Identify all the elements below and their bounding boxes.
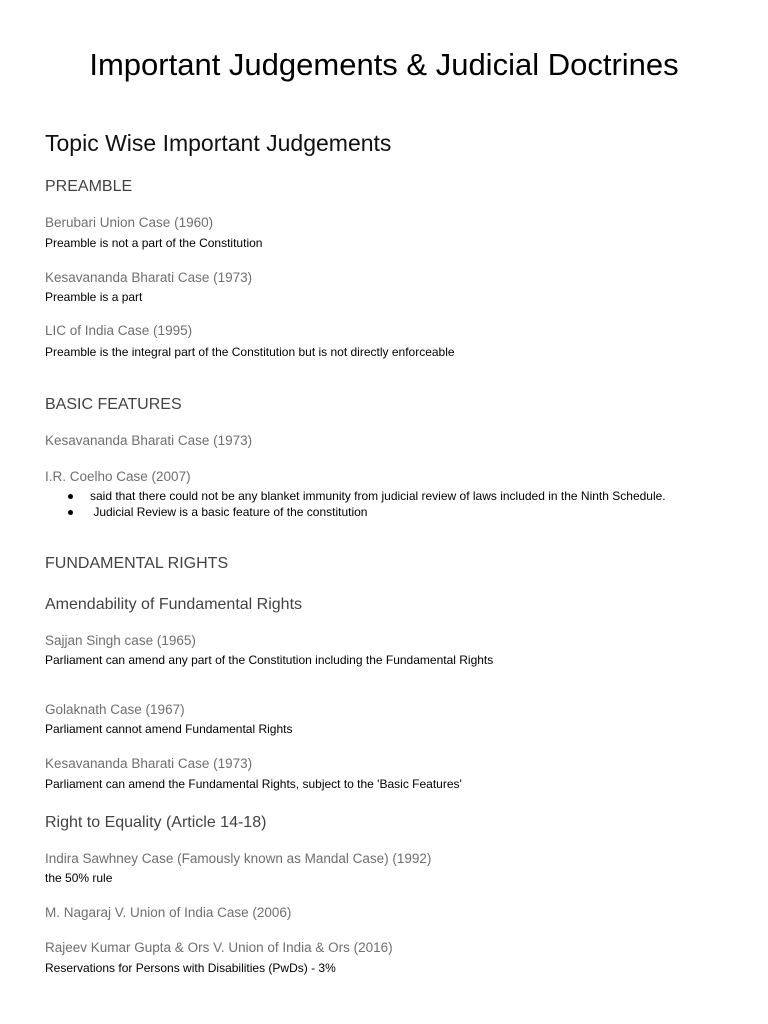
subsection-heading-equality: Right to Equality (Article 14-18): [45, 814, 267, 831]
case-title: Sajjan Singh case (1965): [45, 633, 196, 648]
topic-heading: Topic Wise Important Judgements: [45, 130, 392, 156]
case-description: Reservations for Persons with Disabilities (PwDs) - 3%: [45, 961, 336, 975]
bullet-item: said that there could not be any blanket immunity from judicial review of laws included in the Ninth Schedule.: [90, 489, 666, 503]
case-title: Rajeev Kumar Gupta & Ors V. Union of India & Ors (2016): [45, 940, 393, 955]
case-title: LIC of India Case (1995): [45, 323, 193, 338]
case-description: Parliament can amend the Fundamental Rights, subject to the 'Basic Features': [45, 777, 462, 791]
subsection-heading-amendability: Amendability of Fundamental Rights: [45, 596, 303, 613]
case-description: Preamble is not a part of the Constitution: [45, 236, 263, 250]
document-title: Important Judgements & Judicial Doctrines: [89, 47, 679, 82]
case-title: Berubari Union Case (1960): [45, 215, 214, 230]
bullet-marker: [68, 494, 73, 499]
section-heading-preamble: PREAMBLE: [45, 178, 133, 195]
case-title: Indira Sawhney Case (Famously known as Mandal Case) (1992): [45, 851, 432, 866]
section-heading-basic-features: BASIC FEATURES: [45, 396, 182, 413]
case-title: Kesavananda Bharati Case (1973): [45, 433, 253, 448]
case-title: Kesavananda Bharati Case (1973): [45, 756, 253, 771]
case-description: Preamble is a part: [45, 290, 143, 304]
case-title: Golaknath Case (1967): [45, 702, 185, 717]
bullet-marker: [68, 510, 73, 515]
case-description: Parliament can amend any part of the Constitution including the Fundamental Rights: [45, 653, 494, 667]
case-title: I.R. Coelho Case (2007): [45, 469, 191, 484]
case-description: the 50% rule: [45, 871, 113, 885]
bullet-item: Judicial Review is a basic feature of the constitution: [90, 505, 368, 519]
case-description: Parliament cannot amend Fundamental Rights: [45, 722, 293, 736]
section-heading-fundamental-rights: FUNDAMENTAL RIGHTS: [45, 555, 229, 572]
case-title: M. Nagaraj V. Union of India Case (2006): [45, 905, 292, 920]
case-description: Preamble is the integral part of the Constitution but is not directly enforceable: [45, 345, 455, 359]
case-title: Kesavananda Bharati Case (1973): [45, 270, 253, 285]
